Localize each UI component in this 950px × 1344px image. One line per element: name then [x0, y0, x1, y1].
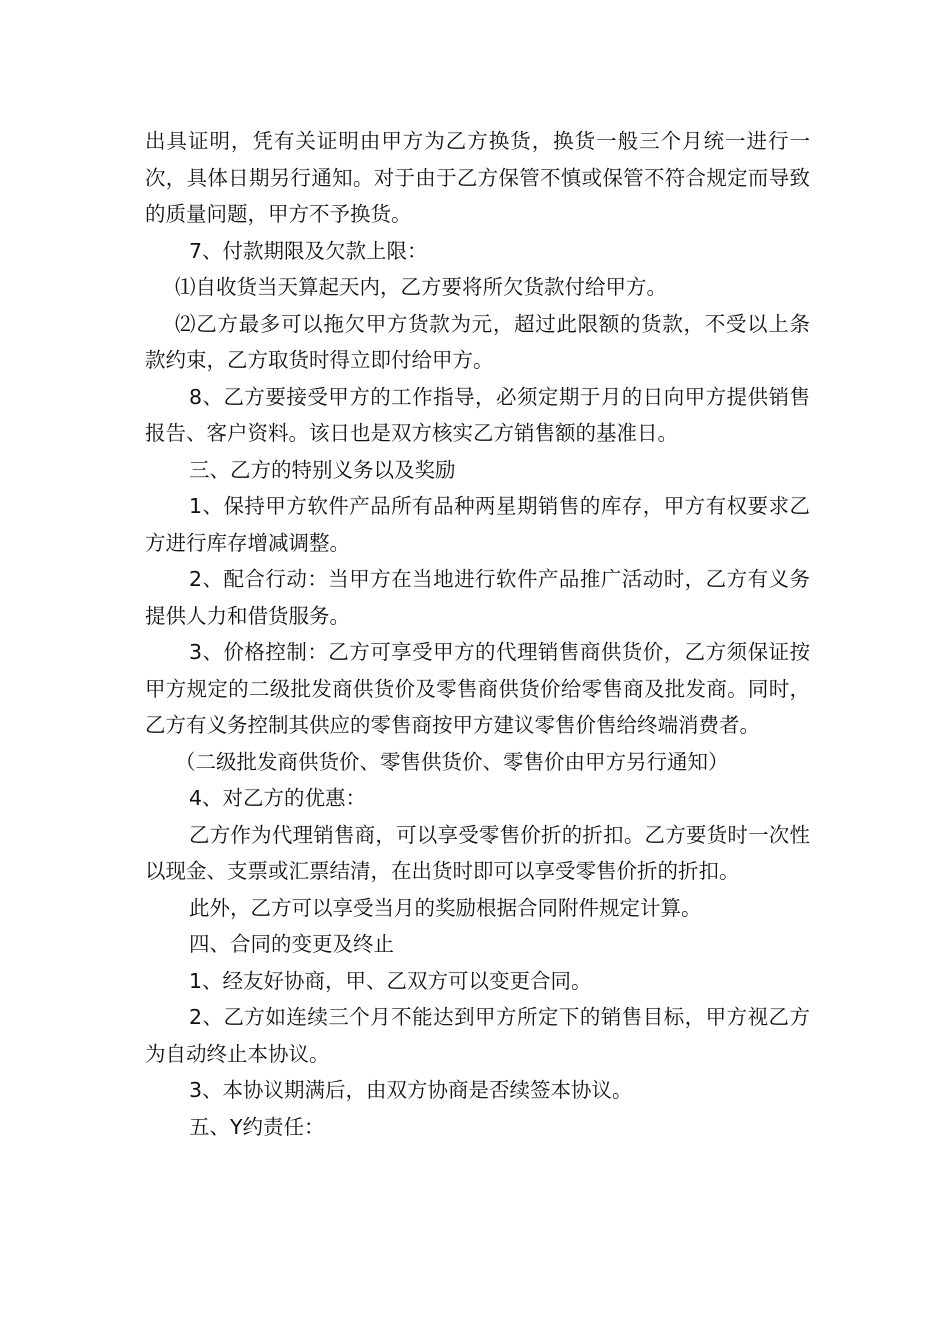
paragraph-payment-item-2: ⑵乙方最多可以拖欠甲方货款为元，超过此限额的货款，不受以上条款约束，乙方取货时得立即付给甲方。	[145, 311, 810, 372]
document-body	[145, 123, 810, 1145]
paragraph-discount-detail: 乙方作为代理销售商，可以享受零售价折的折扣。乙方要货时一次性以现金、支票或汇票结清，在出货时即可以享受零售价折的折扣。	[145, 822, 810, 883]
paragraph-price-control: 3、价格控制：乙方可享受甲方的代理销售商供货价，乙方须保证按甲方规定的二级批发商供货价及零售商供货价给零售商及批发商。同时，乙方有义务控制其供应的零售商按甲方建议零售价售给终端消费者。	[145, 640, 810, 737]
paragraph-payment-item-1: ⑴自收货当天算起天内，乙方要将所欠货款付给甲方。	[175, 275, 667, 299]
section-heading-change-termination: 四、合同的变更及终止	[189, 932, 394, 956]
paragraph-work-guidance: 8、乙方要接受甲方的工作指导，必须定期于月的日向甲方提供销售报告、客户资料。该日也是双方核实乙方销售额的基准日。	[145, 384, 810, 445]
paragraph-price-note: （二级批发商供货价、零售供货价、零售价由甲方另行通知）	[175, 749, 729, 774]
paragraph-change-contract: 1、经友好协商，甲、乙双方可以变更合同。	[189, 968, 592, 993]
paragraph-discount-heading: 4、对乙方的优惠：	[189, 786, 367, 810]
paragraph-exchange-proof: 出具证明，凭有关证明由甲方为乙方换货，换货一般三个月统一进行一次，具体日期另行通知。对于由于乙方保管不慎或保管不符合规定而导致的质量问题，甲方不予换货。	[145, 129, 810, 226]
paragraph-cooperation: 2、配合行动：当甲方在当地进行软件产品推广活动时，乙方有义务提供人力和借货服务。	[145, 567, 810, 628]
paragraph-reward: 此外，乙方可以享受当月的奖励根据合同附件规定计算。	[189, 895, 702, 920]
paragraph-payment-term-heading: 7、付款期限及欠款上限：	[189, 238, 428, 263]
section-heading-obligations: 三、乙方的特别义务以及奖励	[189, 457, 456, 482]
paragraph-renewal: 3、本协议期满后，由双方协商是否续签本协议。	[189, 1078, 633, 1102]
paragraph-auto-termination: 2、乙方如连续三个月不能达到甲方所定下的销售目标，甲方视乙方为自动终止本协议。	[145, 1005, 810, 1066]
paragraph-inventory: 1、保持甲方软件产品所有品种两星期销售的库存，甲方有权要求乙方进行库存增减调整。	[145, 494, 810, 555]
section-heading-liability: 五、Y约责任：	[189, 1114, 325, 1139]
